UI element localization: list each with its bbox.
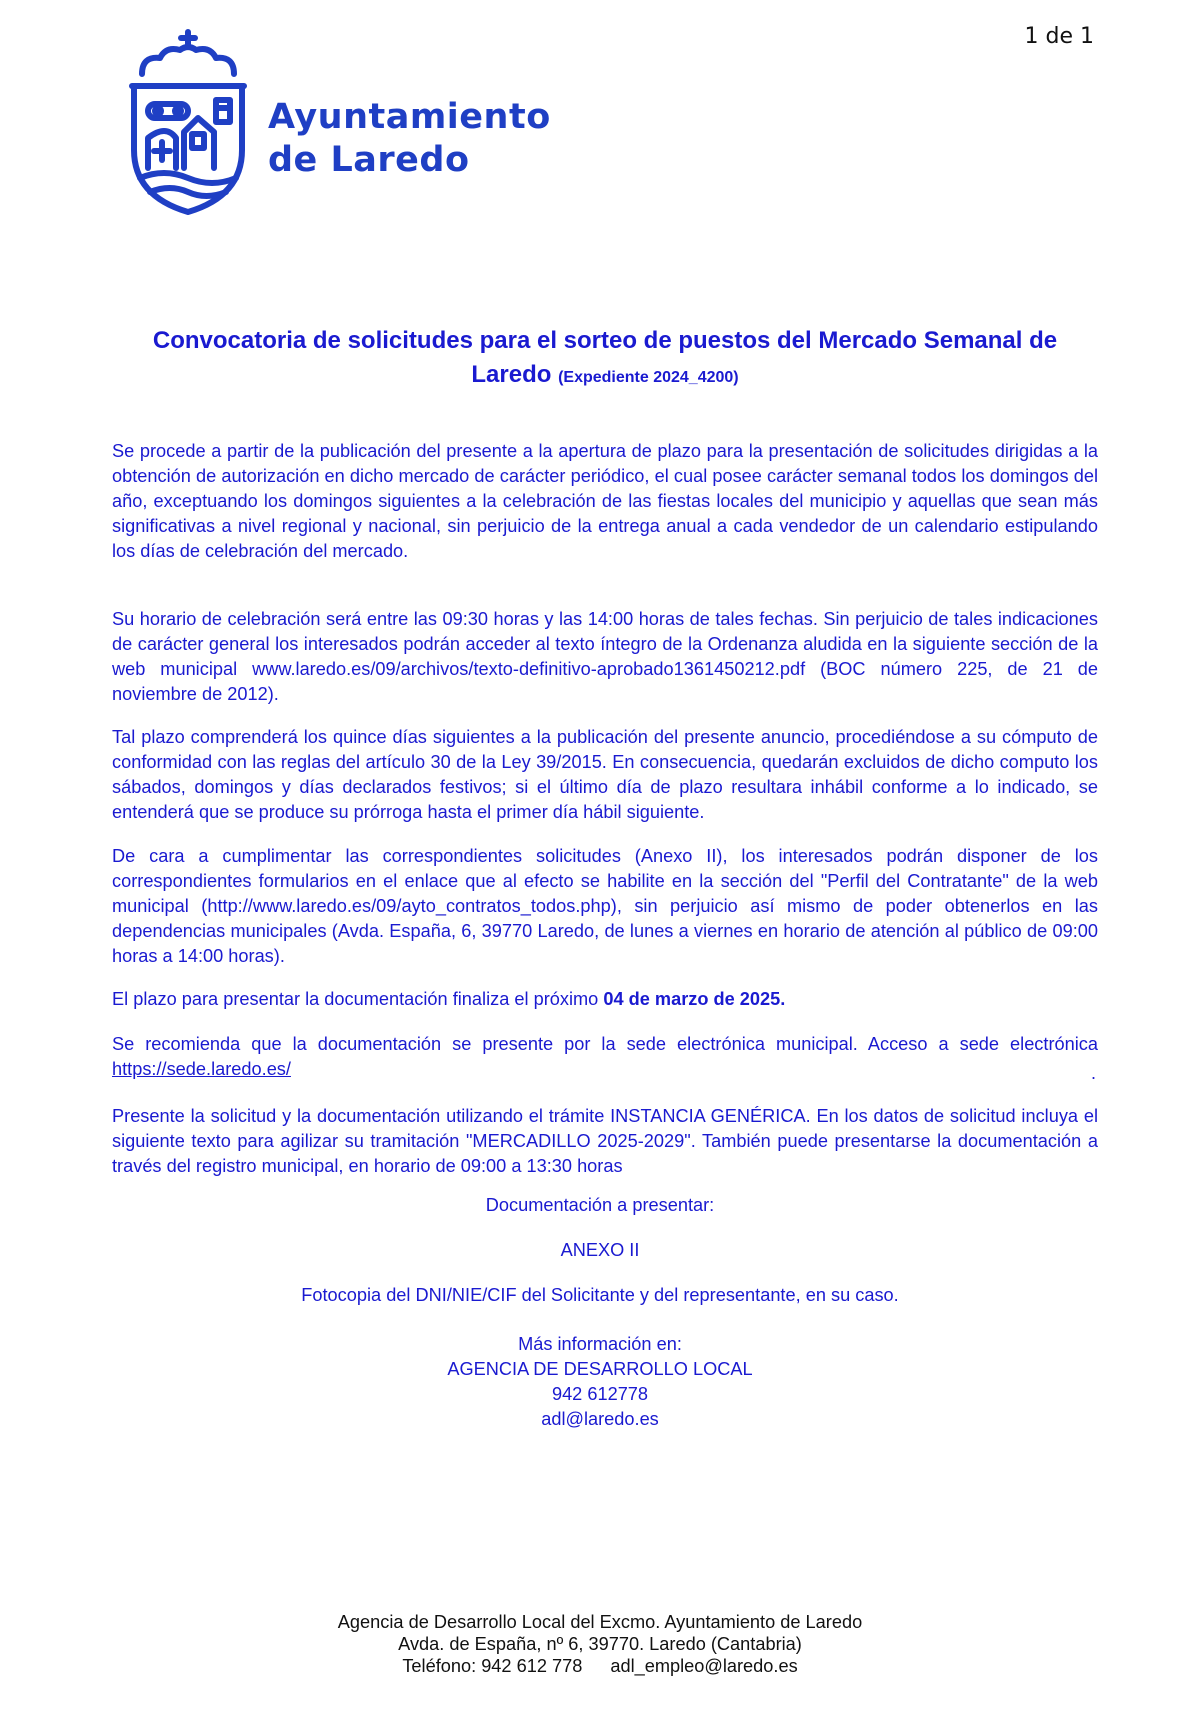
laredo-coat-of-arms-icon [118,28,258,218]
documentation-item-anexo: ANEXO II [560,1240,640,1260]
sede-trailing-dot: . [1090,1063,1096,1083]
footer-line2: Avda. de España, nº 6, 39770. Laredo (Cantabria) [398,1634,802,1654]
footer-phone: Teléfono: 942 612 778 [402,1656,583,1676]
footer-line1: Agencia de Desarrollo Local del Excmo. Ayuntamiento de Laredo [337,1612,863,1632]
deadline-text: El plazo para presentar la documentación finaliza el próximo [112,989,599,1009]
page-number: 1 de 1 [1024,24,1094,49]
documentation-heading: Documentación a presentar: [485,1195,715,1215]
deadline-date: 04 de marzo de 2025. [603,989,786,1009]
expediente-number: (Expediente 2024_4200) [558,369,739,386]
organization-name-line2: de Laredo [268,140,470,180]
organization-name [268,96,551,182]
contact-phone: 942 612778 [551,1384,649,1404]
footer-line3 [0,1655,1200,1677]
document-title [110,324,1100,395]
documentation-item-dni: Fotocopia del DNI/NIE/CIF del Solicitante y del representante, en su caso. [301,1285,899,1305]
paragraph-sede [112,1032,1098,1082]
paragraph-forms: De cara a cumplimentar las correspondientes solicitudes (Anexo II), los interesados podrán disponer de los correspondientes formularios en el enlace que al efecto se habilite en la sección del "Perfil del Contratante" de la web municipal (http://www.laredo.es/09/ayto_contratos_todos.php), sin perjuicio así mismo de poder obtenerlos en las dependencias municipales (Avda. España, 6, 39770 Laredo, de lunes a viernes en horario de atención al público de 09:00 horas a 14:00 horas). [112,846,1098,966]
paragraph-schedule: Su horario de celebración será entre las 09:30 horas y las 14:00 horas de tales fechas. Sin perjuicio de tales indicaciones de carácter general los interesados podrán acceder al texto íntegro de la Ordenanza aludida en la siguiente sección de la web municipal www.laredo.es/09/archivos/texto-definitivo-aprobado1361450212.pdf (BOC número 225, de 21 de noviembre de 2012). [112,609,1098,704]
organization-name-line1: Ayuntamiento [268,97,551,137]
footer-email[interactable]: adl_empleo@laredo.es [610,1656,798,1676]
contact-heading: Más información en: [518,1334,682,1354]
contact-email[interactable]: adl@laredo.es [541,1409,659,1429]
page-footer [0,1611,1200,1677]
contact-agency: AGENCIA DE DESARROLLO LOCAL [447,1359,753,1379]
paragraph-deadline-rules: Tal plazo comprenderá los quince días siguientes a la publicación del presente anuncio, procediéndose a su cómputo de conformidad con las reglas del artículo 30 de la Ley 39/2015. En consecuencia, quedarán excluidos de dicho computo los sábados, domingos y días declarados festivos; si el último día de plazo resultara inhábil conforme a lo indicado, se entenderá que se produce su prórroga hasta el primer día hábil siguiente. [112,727,1098,822]
document-title-main: Convocatoria de solicitudes para el sorteo de puestos del Mercado Semanal de Laredo [152,327,1058,388]
paragraph-instance: Presente la solicitud y la documentación utilizando el trámite INSTANCIA GENÉRICA. En los datos de solicitud incluya el siguiente texto para agilizar su tramitación "MERCADILLO 2025-2029". También puede presentarse la documentación a través del registro municipal, en horario de 09:00 a 13:30 horas [112,1106,1098,1176]
sede-link[interactable]: https://sede.laredo.es/ [112,1059,291,1079]
paragraph-deadline [112,987,1098,1012]
sede-text: Se recomienda que la documentación se presente por la sede electrónica municipal. Acceso a sede electrónica [112,1034,1098,1054]
paragraph-opening: Se procede a partir de la publicación del presente a la apertura de plazo para la presentación de solicitudes dirigidas a la obtención de autorización en dicho mercado de carácter periódico, el cual posee carácter semanal todos los domingos del año, exceptuando los domingos siguientes a la celebración de las fiestas locales del municipio y aquellas que sean más significativas a nivel regional y nacional, sin perjuicio de la entrega anual a cada vendedor de un calendario estipulando los días de celebración del mercado. [112,441,1098,561]
